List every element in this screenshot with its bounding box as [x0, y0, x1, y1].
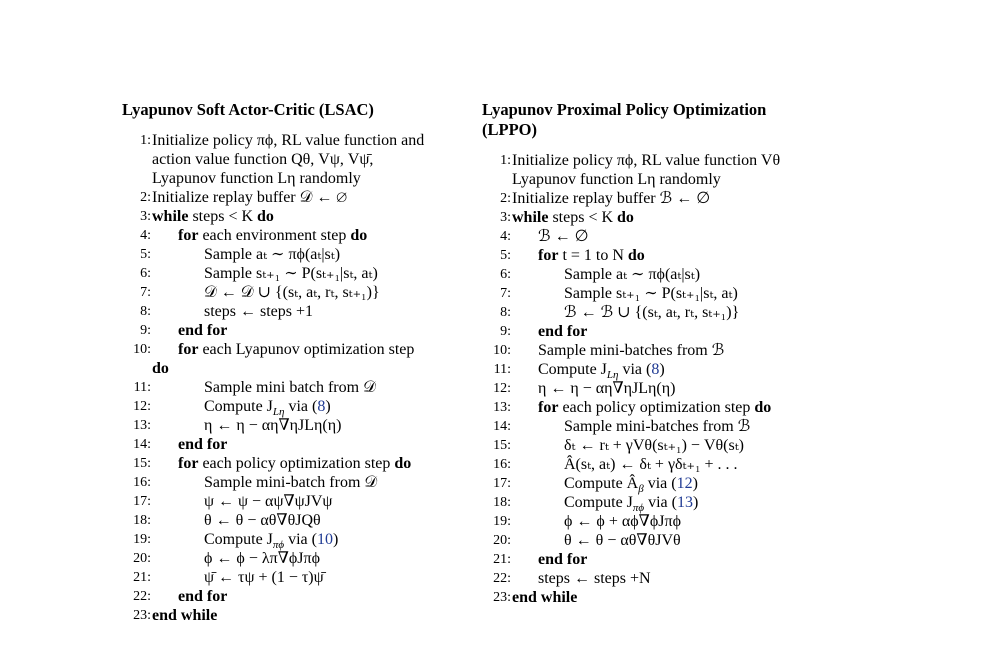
statement-text: ) — [692, 475, 698, 492]
keyword: do — [617, 209, 634, 226]
line-text — [512, 151, 780, 170]
algorithm-line — [122, 587, 462, 606]
line-number: 12: — [493, 381, 511, 396]
line-text — [204, 264, 378, 283]
statement-text: each environment step — [198, 227, 351, 244]
algorithm-lines — [482, 151, 812, 607]
line-number: 23: — [133, 608, 151, 623]
statement-text: η ← η − αη∇ηJLη(η) — [204, 417, 342, 434]
algorithm-line — [122, 378, 462, 397]
line-text — [178, 435, 227, 454]
algorithm-lppo — [482, 100, 812, 607]
algorithm-lines — [122, 131, 462, 625]
statement-text: Compute J — [564, 494, 633, 511]
algorithm-line — [122, 492, 462, 511]
statement-text: via ( — [644, 494, 677, 511]
line-text — [512, 189, 710, 208]
line-number: 18: — [493, 495, 511, 510]
line-number: 7: — [140, 285, 151, 300]
statement-text: via ( — [643, 475, 677, 492]
algorithm-line — [122, 283, 462, 302]
line-text — [538, 550, 587, 569]
statement-text: ψ ← ψ − αψ∇ψJVψ — [204, 493, 333, 510]
line-number: 10: — [493, 343, 511, 358]
line-text — [564, 436, 744, 455]
algorithm-line — [482, 436, 812, 455]
keyword: for — [178, 227, 199, 244]
line-text — [178, 340, 414, 359]
line-text — [204, 568, 324, 587]
line-number: 9: — [140, 323, 151, 338]
algorithm-line — [122, 549, 462, 568]
algorithm-line — [482, 170, 812, 189]
algorithm-line — [122, 416, 462, 435]
line-text — [204, 492, 332, 511]
statement-text: ) — [692, 494, 699, 511]
line-number: 21: — [493, 552, 511, 567]
line-text — [538, 246, 645, 265]
algorithm-line — [122, 207, 462, 226]
algorithm-line — [122, 454, 462, 473]
line-text — [204, 511, 321, 530]
statement-text: Sample sₜ₊₁ ∼ P(sₜ₊₁|sₜ, aₜ) — [204, 265, 378, 282]
keyword: do — [754, 399, 772, 416]
statement-text: ) — [659, 361, 665, 378]
statement-text: action value function Qθ, Vψ, Vψ̄, — [152, 151, 374, 168]
keyword: for — [178, 455, 199, 472]
line-number: 2: — [140, 190, 151, 205]
line-text — [152, 188, 347, 207]
statement-text: Sample mini-batches from ℬ — [564, 418, 751, 435]
line-number: 3: — [500, 210, 511, 225]
line-text — [512, 588, 577, 607]
line-text — [538, 227, 589, 246]
statement-text: Compute J — [538, 361, 607, 378]
line-number: 20: — [493, 533, 511, 548]
line-text — [564, 512, 681, 531]
statement-text: Sample aₜ ∼ πϕ(aₜ|sₜ) — [564, 266, 701, 283]
line-text — [204, 302, 313, 321]
line-number: 6: — [140, 266, 151, 281]
algorithm-line — [482, 227, 812, 246]
line-number: 2: — [500, 191, 511, 206]
line-text — [512, 170, 721, 189]
line-number: 9: — [500, 324, 511, 339]
line-number: 13: — [133, 418, 151, 433]
keyword: do — [152, 360, 169, 377]
algorithm-line — [482, 531, 812, 550]
statement-text: Compute J — [204, 398, 273, 415]
keyword: do — [394, 455, 412, 472]
algorithm-line — [482, 284, 812, 303]
algorithm-line — [482, 550, 812, 569]
algorithm-title — [482, 100, 812, 140]
statement-text: each policy optimization step — [558, 399, 755, 416]
line-number: 14: — [133, 437, 151, 452]
algorithm-line — [482, 360, 812, 382]
algorithm-line — [482, 474, 812, 496]
statement-text: 𝒟 ← 𝒟 ∪ {(sₜ, aₜ, rₜ, sₜ₊₁)} — [204, 284, 380, 301]
statement-text: Sample mini-batches from ℬ — [538, 342, 725, 359]
line-text — [204, 245, 340, 264]
line-text — [204, 378, 376, 397]
statement-text: Lyapunov function Lη randomly — [152, 170, 361, 187]
line-text — [564, 455, 738, 474]
line-number: 3: — [140, 209, 151, 224]
line-text — [152, 169, 361, 188]
line-text — [538, 379, 675, 398]
line-number: 8: — [500, 305, 511, 320]
keyword: end for — [178, 436, 228, 453]
line-number: 1: — [140, 133, 151, 148]
line-number: 17: — [133, 494, 151, 509]
statement-text: steps < K — [548, 209, 618, 226]
algorithm-line — [482, 208, 812, 227]
statement-text: each policy optimization step — [198, 455, 395, 472]
algorithm-line — [482, 341, 812, 360]
statement-text: Sample mini batch from 𝒟 — [204, 379, 376, 396]
line-text — [512, 208, 634, 227]
algorithm-line — [482, 588, 812, 607]
line-number: 14: — [493, 419, 511, 434]
statement-text: ϕ ← ϕ + αϕ∇ϕJπϕ — [564, 513, 681, 530]
line-number: 6: — [500, 267, 511, 282]
algorithm-title: Lyapunov Soft Actor-Critic (LSAC) — [122, 100, 374, 119]
statement-text: ℬ ← ℬ ∪ {(sₜ, aₜ, rₜ, sₜ₊₁)} — [564, 304, 740, 321]
line-text — [538, 341, 724, 360]
keyword: while — [152, 208, 189, 225]
algorithm-line — [122, 226, 462, 245]
line-text — [178, 587, 227, 606]
statement-text: Â(sₜ, aₜ) ← δₜ + γδₜ₊₁ + . . . — [564, 456, 738, 473]
keyword: end for — [538, 551, 588, 568]
keyword: end for — [178, 322, 228, 339]
line-number: 8: — [140, 304, 151, 319]
algorithm-line — [122, 530, 462, 552]
algorithm-line — [482, 398, 812, 417]
keyword: end while — [512, 589, 578, 606]
statement-text: Sample sₜ₊₁ ∼ P(sₜ₊₁|sₜ, aₜ) — [564, 285, 738, 302]
line-text — [152, 207, 274, 226]
statement-text: steps ← steps +1 — [204, 303, 314, 320]
line-number: 20: — [133, 551, 151, 566]
line-text — [204, 549, 320, 568]
algorithm-line — [122, 131, 462, 150]
line-number: 17: — [493, 476, 511, 491]
statement-text: Initialize replay buffer 𝒟 ← ∅ — [152, 189, 347, 206]
algorithm-line — [122, 606, 462, 625]
line-number: 11: — [133, 380, 151, 395]
statement-text: steps ← steps +N — [538, 570, 651, 587]
line-number: 11: — [493, 362, 511, 377]
line-text — [564, 265, 700, 284]
algorithm-line — [122, 245, 462, 264]
algorithm-line — [122, 188, 462, 207]
line-number: 5: — [500, 248, 511, 263]
line-number: 4: — [140, 228, 151, 243]
line-number: 1: — [500, 153, 511, 168]
algorithm-line — [482, 189, 812, 208]
statement-text: ℬ ← ∅ — [538, 228, 589, 245]
line-number: 19: — [493, 514, 511, 529]
keyword: end for — [538, 323, 588, 340]
line-text — [538, 398, 771, 417]
line-text — [152, 131, 424, 150]
line-text — [564, 417, 750, 436]
statement-text: via ( — [618, 361, 652, 378]
keyword: do — [350, 227, 368, 244]
algorithm-line — [122, 568, 462, 587]
algorithm-line — [482, 417, 812, 436]
statement-text: Compute Â — [564, 475, 639, 492]
algorithm-line — [122, 150, 462, 169]
algorithm-line — [122, 473, 462, 492]
algorithm-line — [122, 321, 462, 340]
algorithm-line — [482, 379, 812, 398]
algorithm-line — [122, 264, 462, 283]
algorithm-line — [482, 322, 812, 341]
algorithm-line — [482, 151, 812, 170]
subscript: πϕ — [272, 539, 285, 552]
line-text — [204, 283, 380, 302]
statement-text: Lyapunov function Lη randomly — [512, 171, 721, 188]
statement-text: Compute J — [204, 531, 273, 548]
equation-reference[interactable]: 12 — [676, 475, 693, 492]
algorithm-line — [482, 493, 812, 515]
line-number: 16: — [133, 475, 151, 490]
subscript: Lη — [606, 369, 619, 382]
line-number: 16: — [493, 457, 511, 472]
line-number: 22: — [493, 571, 511, 586]
algorithm-line — [122, 511, 462, 530]
line-number: 18: — [133, 513, 151, 528]
algorithm-line — [122, 397, 462, 419]
statement-text: Initialize policy πϕ, RL value function and — [152, 132, 425, 149]
keyword: end while — [152, 607, 218, 624]
statement-text: steps < K — [188, 208, 258, 225]
statement-text: ψ̄ ← τψ + (1 − τ)ψ̄ — [204, 569, 324, 586]
algorithm-line — [482, 512, 812, 531]
statement-text: η ← η − αη∇ηJLη(η) — [538, 380, 676, 397]
statement-text: via ( — [284, 398, 318, 415]
algorithm-line — [122, 340, 462, 359]
line-text — [564, 303, 739, 322]
line-number: 10: — [133, 342, 151, 357]
line-number: 21: — [133, 570, 151, 585]
equation-reference[interactable]: 8 — [651, 361, 660, 378]
algorithm-line — [482, 455, 812, 474]
line-number: 7: — [500, 286, 511, 301]
algorithm-line — [122, 359, 462, 378]
algorithm-title-line: Lyapunov Proximal Policy Optimization — [482, 100, 767, 119]
line-text — [152, 150, 373, 169]
line-text — [564, 531, 681, 550]
keyword: do — [627, 247, 645, 264]
line-text — [538, 569, 651, 588]
statement-text: Sample mini-batch from 𝒟 — [204, 474, 378, 491]
keyword: end for — [178, 588, 228, 605]
keyword: do — [257, 208, 274, 225]
statement-text: Sample aₜ ∼ πϕ(aₜ|sₜ) — [204, 246, 341, 263]
line-text — [178, 321, 227, 340]
line-number: 12: — [133, 399, 151, 414]
keyword: for — [178, 341, 199, 358]
line-text — [538, 322, 587, 341]
algorithm-line — [482, 265, 812, 284]
keyword: while — [512, 209, 549, 226]
equation-reference[interactable]: 8 — [317, 398, 326, 415]
statement-text: each Lyapunov optimization step — [198, 341, 415, 358]
keyword: for — [538, 399, 559, 416]
algorithm-lsac — [122, 100, 462, 625]
algorithm-line — [482, 246, 812, 265]
statement-text: θ ← θ − αθ∇θJVθ — [564, 532, 681, 549]
line-text — [564, 284, 738, 303]
statement-text: t = 1 to N — [558, 247, 628, 264]
algorithm-line — [482, 303, 812, 322]
statement-text: θ ← θ − αθ∇θJQθ — [204, 512, 321, 529]
line-text — [178, 454, 411, 473]
line-number: 13: — [493, 400, 511, 415]
subscript: πϕ — [632, 502, 645, 515]
statement-text: δₜ ← rₜ + γVθ(sₜ₊₁) − Vθ(sₜ) — [564, 437, 744, 454]
statement-text: Initialize replay buffer ℬ ← ∅ — [512, 190, 711, 207]
statement-text: via ( — [284, 531, 317, 548]
subscript: β — [638, 483, 644, 496]
line-number: 4: — [500, 229, 511, 244]
line-number: 22: — [133, 589, 151, 604]
line-number: 15: — [493, 438, 511, 453]
line-text — [204, 473, 377, 492]
line-number: 5: — [140, 247, 151, 262]
statement-text: ϕ ← ϕ − λπ∇ϕJπϕ — [204, 550, 321, 567]
algorithm-title-line: (LPPO) — [482, 120, 537, 139]
equation-reference[interactable]: 10 — [316, 531, 333, 548]
statement-text: ) — [325, 398, 331, 415]
line-number: 23: — [493, 590, 511, 605]
algorithm-line — [122, 302, 462, 321]
statement-text: ) — [332, 531, 339, 548]
line-number: 19: — [133, 532, 151, 547]
statement-text: Initialize policy πϕ, RL value function Vθ — [512, 152, 781, 169]
line-text — [152, 606, 217, 625]
line-text — [204, 416, 341, 435]
line-text — [152, 359, 169, 378]
equation-reference[interactable]: 13 — [676, 494, 693, 511]
line-number: 15: — [133, 456, 151, 471]
line-text — [178, 226, 367, 245]
algorithm-line — [122, 435, 462, 454]
subscript: Lη — [272, 406, 285, 419]
keyword: for — [538, 247, 559, 264]
algorithm-line — [122, 169, 462, 188]
algorithm-line — [482, 569, 812, 588]
